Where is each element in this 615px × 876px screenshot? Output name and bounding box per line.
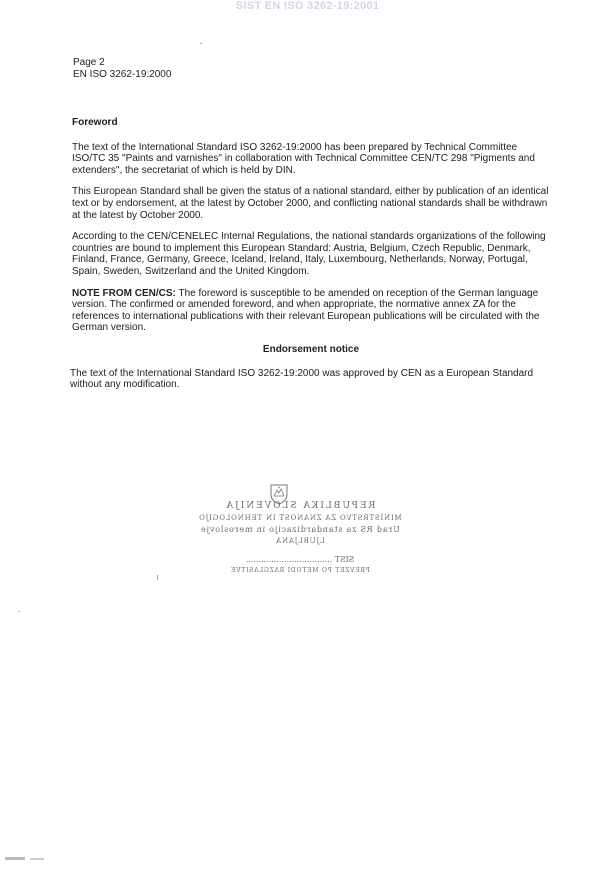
endorsement-heading: Endorsement notice [262, 343, 360, 355]
stamp-line-5: SIST .................................. [245, 555, 355, 564]
page-header [73, 57, 171, 81]
stamp-line-2: MINISTRSTVO ZA ZNANOST IN TEHNOLOGIJO [198, 514, 402, 522]
scan-speck [5, 857, 25, 860]
scan-speck [30, 858, 44, 860]
foreword-heading: Foreword [72, 117, 118, 128]
endorsement-text: The text of the International Standard ISO 3262-19:2000 was approved by CEN as a European Standard without any modification. [70, 367, 534, 391]
scan-speck [200, 43, 202, 44]
document-id: EN ISO 3262-19:2000 [73, 69, 172, 80]
watermark: SIST EN ISO 3262-19:2001 [235, 0, 380, 12]
note-text: The foreword is susceptible to be amended on reception of the German language version. The confirmed or amended foreword, and when appropriate, the normative annex ZA for the references to international publications with their relevant European publications will be circulated with the German version. [72, 287, 540, 334]
stamp-line-6: PREVZET PO METODI RAZGLASITVE [230, 567, 370, 574]
stamp-line-1: REPUBLIKA SLOVENIJA [224, 501, 376, 511]
official-stamp [195, 483, 405, 583]
foreword-paragraph-3: According to the CEN/CENELEC Internal Regulations, the national standards organizations of the following countries are bound to implement this European Standard: Austria, Belgium, Czech Republic, Denmark, Finland, France, Germany, Greece, Iceland, Ireland, Italy, Luxembourg, Netherlands, Norway, Portugal, Spain, Sweden, Switzerland and the United Kingdom. [72, 231, 546, 277]
stamp-line-3: Urad RS za standardizacijo in meroslovje [200, 525, 400, 534]
foreword-paragraph-1: The text of the International Standard ISO 3262-19:2000 has been prepared by Technical Committee ISO/TC 35 "Paints and varnishes" in collaboration with Technical Committee CEN/TC 298 "Pigments and extenders", the secretariat of which is held by DIN. [72, 141, 535, 176]
stamp-line-4: LJUBLJANA [275, 537, 325, 545]
note-paragraph [72, 288, 550, 334]
scan-speck [157, 575, 158, 580]
page-number: Page 2 [73, 57, 105, 68]
document-body [72, 117, 550, 401]
note-label: NOTE FROM CEN/CS: [72, 287, 176, 299]
scan-speck [18, 611, 20, 612]
foreword-paragraph-2: This European Standard shall be given the status of a national standard, either by publication of an identical text or by endorsement, at the latest by October 2000, and conflicting national standards shall be withdrawn at the latest by October 2000. [72, 186, 549, 221]
